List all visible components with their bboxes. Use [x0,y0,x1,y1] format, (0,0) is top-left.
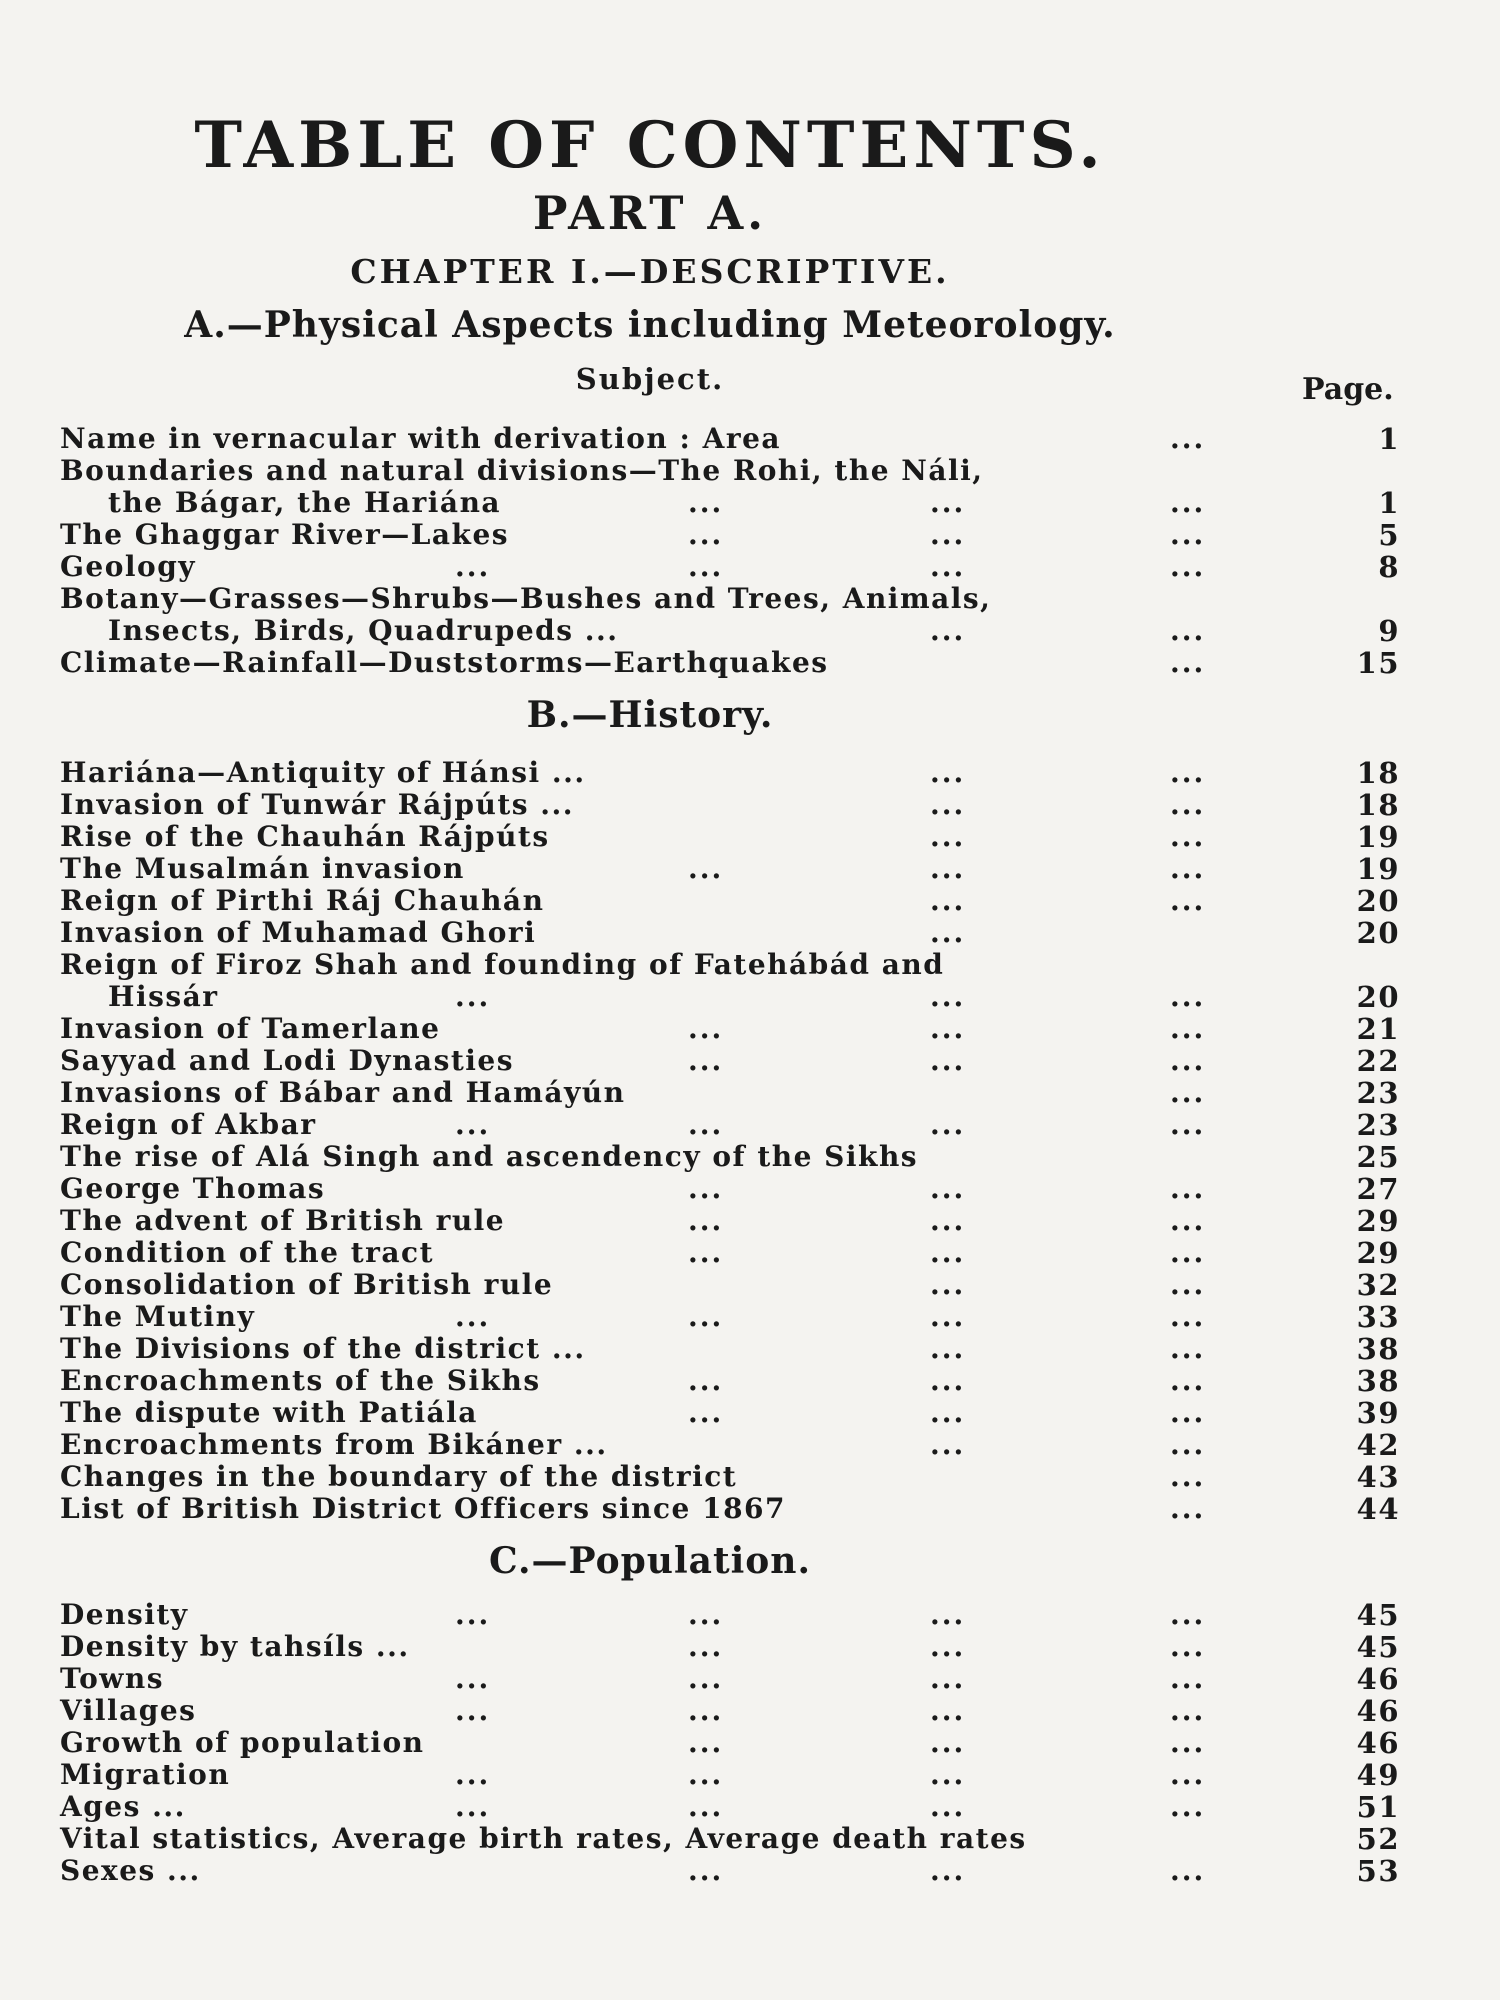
leader-dots: ... [688,1662,724,1695]
section-heading-a: A.—Physical Aspects including Meteorology. [184,304,1116,346]
leader-dots: ... [1170,980,1206,1013]
leader-dots: ... [688,1204,724,1237]
leader-dots: ... [930,1662,966,1695]
entry-title: Botany—Grasses—Shrubs—Bushes and Trees, Animals, [60,582,992,615]
leader-dots: ... [930,550,966,583]
leader-dots: ... [1170,1108,1206,1141]
toc-entry [60,1460,1400,1492]
page-column-header: Page. [1302,372,1394,407]
leader-dots: ... [1170,1630,1206,1663]
toc-entry [60,1428,1400,1460]
entry-title: Density [60,1598,189,1631]
leader-dots: ... [688,1758,724,1791]
entry-page: 29 [1356,1236,1400,1270]
leader-dots: ... [1170,550,1206,583]
leader-dots: ... [455,1662,491,1695]
toc-entry [60,1598,1400,1630]
section-heading-b: B.—History. [526,694,774,736]
leader-dots: ... [930,1044,966,1077]
page-title: TABLE OF CONTENTS. [194,108,1106,183]
entry-page: 49 [1356,1758,1400,1792]
entry-title: Villages [60,1694,197,1727]
entry-page: 38 [1356,1332,1400,1366]
leader-dots: ... [930,1236,966,1269]
toc-entry [60,788,1400,820]
leader-dots: ... [930,1428,966,1461]
leader-dots: ... [930,820,966,853]
entry-title: Changes in the boundary of the district [60,1460,738,1493]
entry-page: 33 [1356,1300,1400,1334]
toc-entry [60,1396,1400,1428]
leader-dots: ... [930,1268,966,1301]
leader-dots: ... [1170,1076,1206,1109]
toc-entry [60,550,1400,582]
leader-dots: ... [930,980,966,1013]
entry-title: The Mutiny [60,1300,256,1333]
leader-dots: ... [1170,422,1206,455]
leader-dots: ... [930,1332,966,1365]
entry-title: Insects, Birds, Quadrupeds ... [108,614,619,647]
entry-title: Towns [60,1662,165,1695]
leader-dots: ... [1170,852,1206,885]
entry-title: the Bágar, the Hariána [108,486,502,519]
entry-page: 44 [1356,1492,1400,1526]
leader-dots: ... [930,1854,966,1887]
toc-entry [60,1012,1400,1044]
entry-page: 20 [1356,980,1400,1014]
entry-page: 1 [1378,422,1400,456]
entry-title: Migration [60,1758,231,1791]
toc-entry [60,1140,1400,1172]
entry-title: List of British District Officers since 1867 [60,1492,787,1525]
entry-title: The Musalmán invasion [60,852,465,885]
entry-page: 32 [1356,1268,1400,1302]
leader-dots: ... [1170,1012,1206,1045]
toc-entry [60,1854,1400,1886]
leader-dots: ... [930,1758,966,1791]
toc-entry [60,422,1400,454]
subject-column-header: Subject. [575,362,725,396]
entry-title: Hariána—Antiquity of Hánsi ... [60,756,586,789]
leader-dots: ... [688,518,724,551]
entry-page: 46 [1356,1726,1400,1760]
toc-entry [60,1364,1400,1396]
leader-dots: ... [455,1598,491,1631]
leader-dots: ... [1170,1854,1206,1887]
leader-dots: ... [1170,1268,1206,1301]
toc-entry [60,614,1400,646]
entry-page: 45 [1356,1598,1400,1632]
entry-page: 21 [1356,1012,1400,1046]
entry-title: Climate—Rainfall—Duststorms—Earthquakes [60,646,829,679]
leader-dots: ... [930,1630,966,1663]
entry-title: The Divisions of the district ... [60,1332,586,1365]
leader-dots: ... [1170,1428,1206,1461]
toc-entry [60,884,1400,916]
entry-page: 19 [1356,820,1400,854]
toc-entry [60,1236,1400,1268]
toc-entry [60,1076,1400,1108]
entry-title: Growth of population [60,1726,425,1759]
toc-entry [60,916,1400,948]
entry-title: Encroachments from Bikáner ... [60,1428,608,1461]
entry-title: Invasion of Tamerlane [60,1012,441,1045]
entry-title: Sexes ... [60,1854,201,1887]
leader-dots: ... [930,1790,966,1823]
leader-dots: ... [455,1300,491,1333]
leader-dots: ... [1170,646,1206,679]
leader-dots: ... [1170,614,1206,647]
leader-dots: ... [930,1694,966,1727]
toc-entry [60,820,1400,852]
entry-page: 5 [1378,518,1400,552]
leader-dots: ... [930,1726,966,1759]
leader-dots: ... [688,1396,724,1429]
leader-dots: ... [1170,1172,1206,1205]
leader-dots: ... [1170,1396,1206,1429]
leader-dots: ... [1170,1460,1206,1493]
leader-dots: ... [930,1172,966,1205]
entry-page: 42 [1356,1428,1400,1462]
leader-dots: ... [930,518,966,551]
entry-page: 25 [1356,1140,1400,1174]
leader-dots: ... [455,1694,491,1727]
entry-page: 8 [1378,550,1400,584]
leader-dots: ... [688,1630,724,1663]
leader-dots: ... [930,852,966,885]
leader-dots: ... [688,1726,724,1759]
entry-page: 23 [1356,1108,1400,1142]
toc-entry [60,1630,1400,1662]
entry-title: Rise of the Chauhán Rájpúts [60,820,550,853]
leader-dots: ... [1170,1204,1206,1237]
entry-title: George Thomas [60,1172,326,1205]
entry-page: 1 [1378,486,1400,520]
entry-page: 52 [1356,1822,1400,1856]
entry-title: Invasion of Tunwár Rájpúts ... [60,788,575,821]
entry-title: Encroachments of the Sikhs [60,1364,541,1397]
entry-page: 23 [1356,1076,1400,1110]
toc-entry [60,1822,1400,1854]
entry-page: 43 [1356,1460,1400,1494]
entry-title: Invasions of Bábar and Hamáyún [60,1076,626,1109]
entry-title: Geology [60,550,197,583]
entry-title: The dispute with Patiála [60,1396,478,1429]
entry-page: 45 [1356,1630,1400,1664]
entry-title: Density by tahsíls ... [60,1630,410,1663]
leader-dots: ... [688,486,724,519]
leader-dots: ... [688,1854,724,1887]
leader-dots: ... [688,852,724,885]
leader-dots: ... [455,1790,491,1823]
entry-title: Name in vernacular with derivation : Area [60,422,782,455]
toc-entry [60,852,1400,884]
toc-entry [60,1492,1400,1524]
leader-dots: ... [688,1300,724,1333]
leader-dots: ... [930,614,966,647]
toc-entry [60,1268,1400,1300]
toc-entry [60,582,1400,614]
leader-dots: ... [1170,1758,1206,1791]
entry-title: Sayyad and Lodi Dynasties [60,1044,514,1077]
leader-dots: ... [688,1364,724,1397]
leader-dots: ... [930,1204,966,1237]
leader-dots: ... [930,1598,966,1631]
entry-page: 18 [1356,756,1400,790]
entry-page: 27 [1356,1172,1400,1206]
entry-title: Reign of Akbar [60,1108,317,1141]
entry-page: 53 [1356,1854,1400,1888]
toc-entry [60,1332,1400,1364]
leader-dots: ... [930,1364,966,1397]
toc-entry [60,454,1400,486]
toc-entry [60,1662,1400,1694]
leader-dots: ... [455,550,491,583]
leader-dots: ... [1170,486,1206,519]
toc-entry [60,756,1400,788]
entry-title: Boundaries and natural divisions—The Rohi, the Náli, [60,454,984,487]
entry-page: 39 [1356,1396,1400,1430]
toc-entry [60,646,1400,678]
leader-dots: ... [1170,1300,1206,1333]
leader-dots: ... [930,1108,966,1141]
leader-dots: ... [455,1758,491,1791]
leader-dots: ... [1170,1364,1206,1397]
toc-entry [60,1758,1400,1790]
leader-dots: ... [688,1012,724,1045]
entry-title: The Ghaggar River—Lakes [60,518,510,551]
entry-title: Consolidation of British rule [60,1268,554,1301]
leader-dots: ... [930,884,966,917]
entry-page: 9 [1378,614,1400,648]
toc-entry [60,486,1400,518]
entry-title: Vital statistics, Average birth rates, Average death rates [60,1822,1027,1855]
entry-page: 46 [1356,1694,1400,1728]
section-heading-c: C.—Population. [488,1540,812,1582]
toc-entry [60,1108,1400,1140]
chapter-heading: CHAPTER I.—DESCRIPTIVE. [350,252,950,291]
entry-page: 22 [1356,1044,1400,1078]
leader-dots: ... [688,550,724,583]
leader-dots: ... [455,980,491,1013]
leader-dots: ... [1170,518,1206,551]
entry-page: 38 [1356,1364,1400,1398]
part-heading: PART A. [532,186,768,240]
entry-page: 20 [1356,884,1400,918]
leader-dots: ... [930,756,966,789]
toc-entry [60,1172,1400,1204]
entry-title: Reign of Firoz Shah and founding of Fatehábád and [60,948,945,981]
toc-entry [60,518,1400,550]
leader-dots: ... [930,1396,966,1429]
leader-dots: ... [688,1598,724,1631]
leader-dots: ... [930,486,966,519]
entry-page: 51 [1356,1790,1400,1824]
leader-dots: ... [1170,756,1206,789]
leader-dots: ... [930,1012,966,1045]
leader-dots: ... [1170,1492,1206,1525]
leader-dots: ... [1170,1332,1206,1365]
entry-page: 19 [1356,852,1400,886]
toc-entry [60,1694,1400,1726]
entry-page: 15 [1356,646,1400,680]
leader-dots: ... [930,788,966,821]
leader-dots: ... [1170,1662,1206,1695]
leader-dots: ... [930,916,966,949]
toc-entry [60,948,1400,980]
leader-dots: ... [1170,1694,1206,1727]
leader-dots: ... [1170,1790,1206,1823]
entry-title: The rise of Alá Singh and ascendency of the Sikhs [60,1140,919,1173]
entry-page: 18 [1356,788,1400,822]
leader-dots: ... [1170,1726,1206,1759]
leader-dots: ... [1170,1598,1206,1631]
leader-dots: ... [1170,820,1206,853]
entry-page: 20 [1356,916,1400,950]
toc-entry [60,1204,1400,1236]
leader-dots: ... [688,1044,724,1077]
toc-entry [60,1300,1400,1332]
toc-entry [60,980,1400,1012]
entry-title: Ages ... [60,1790,186,1823]
leader-dots: ... [930,1300,966,1333]
leader-dots: ... [1170,788,1206,821]
entry-title: Invasion of Muhamad Ghori [60,916,537,949]
leader-dots: ... [1170,1236,1206,1269]
leader-dots: ... [688,1790,724,1823]
leader-dots: ... [1170,1044,1206,1077]
entry-page: 29 [1356,1204,1400,1238]
toc-entry [60,1044,1400,1076]
toc-entry [60,1790,1400,1822]
leader-dots: ... [688,1694,724,1727]
entry-title: Hissár [108,980,219,1013]
leader-dots: ... [455,1108,491,1141]
entry-page: 46 [1356,1662,1400,1696]
leader-dots: ... [688,1108,724,1141]
leader-dots: ... [1170,884,1206,917]
leader-dots: ... [688,1236,724,1269]
toc-entry [60,1726,1400,1758]
entry-title: Reign of Pirthi Ráj Chauhán [60,884,545,917]
leader-dots: ... [688,1172,724,1205]
entry-title: Condition of the tract [60,1236,435,1269]
entry-title: The advent of British rule [60,1204,506,1237]
